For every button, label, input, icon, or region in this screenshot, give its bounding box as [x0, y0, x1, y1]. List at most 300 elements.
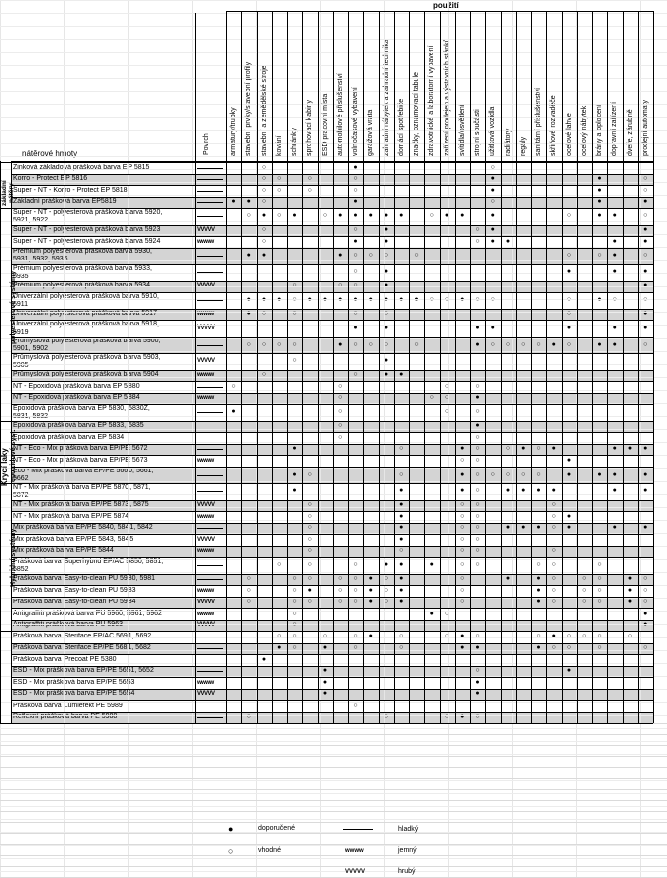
- coating-name: Prémium polyesterová prášková barva 5933, 5935: [13, 264, 152, 280]
- recommended-mark: ●: [536, 598, 541, 606]
- grid-line: [470, 11, 471, 723]
- recommended-mark: ●: [322, 296, 328, 304]
- recommended-mark: ●: [338, 212, 343, 220]
- suitable-mark: ○: [475, 237, 480, 245]
- grid-line: [11, 353, 653, 354]
- grid-line: [302, 11, 303, 723]
- recommended-mark: ●: [566, 456, 572, 464]
- grid-line: [11, 309, 653, 310]
- coating-name: Super - NT - polyesterová prášková barva 5923: [13, 226, 161, 233]
- coating-name: Prášková barva Easy-to-clean PU 5980, 5981: [13, 575, 156, 582]
- suitable-mark: ○: [338, 382, 343, 390]
- recommended-mark: ●: [536, 487, 541, 495]
- suitable-mark: ○: [307, 535, 312, 543]
- suitable-mark: ○: [399, 644, 404, 652]
- coating-name: NT - Eco - Mix prášková barva EP/PE 5673: [13, 456, 148, 464]
- suitable-mark: ○: [566, 296, 572, 304]
- recommended-mark: ●: [383, 268, 389, 276]
- surface-smooth: [197, 202, 223, 203]
- grid-line: [379, 11, 380, 723]
- suitable-mark: ○: [399, 470, 404, 478]
- coating-name: ESD - Mix prášková barva EP/PE 5654: [13, 690, 135, 697]
- suitable-mark: ○: [338, 575, 343, 583]
- surface-smooth: [197, 387, 223, 388]
- suitable-mark: ○: [338, 598, 343, 606]
- suitable-mark: ○: [383, 575, 389, 583]
- suitable-mark: ○: [292, 621, 297, 629]
- grid-line: [11, 161, 12, 723]
- recommended-mark: ●: [551, 340, 556, 348]
- recommended-mark: ●: [475, 690, 480, 698]
- recommended-mark: ●: [277, 644, 282, 652]
- coating-name: Antigraffiti prášková barva PU 5960, 5961, 5962: [13, 609, 162, 617]
- grid-line: [11, 432, 653, 433]
- column-header: značky, oznamovací tabule: [413, 72, 420, 156]
- suitable-mark: ○: [261, 226, 267, 234]
- suitable-mark: ○: [566, 212, 572, 220]
- suitable-mark: ○: [444, 408, 450, 416]
- column-header: kování: [275, 135, 283, 156]
- suitable-mark: ○: [490, 296, 495, 304]
- suitable-mark: ○: [490, 163, 495, 171]
- suitable-mark: ○: [551, 575, 556, 583]
- grid-line: [11, 225, 653, 226]
- suitable-mark: ○: [475, 433, 480, 441]
- suitable-mark: ○: [536, 561, 541, 569]
- suitable-mark: ○: [643, 575, 648, 583]
- grid-line: [0, 866, 667, 867]
- suitable-mark: ○: [643, 340, 648, 348]
- coating-name: NT - Epoxidová prášková barva EP 5880: [13, 382, 140, 390]
- grid-line: [11, 597, 653, 598]
- grid-line: [531, 11, 532, 723]
- suitable-mark: ○: [597, 632, 602, 640]
- suitable-mark: ○: [475, 547, 480, 555]
- suitable-mark: ○: [261, 198, 267, 206]
- grid-line: [0, 793, 667, 794]
- suitable-mark: ○: [383, 310, 389, 318]
- grid-line: [0, 789, 667, 790]
- grid-line: [11, 546, 653, 547]
- suitable-mark: ○: [399, 547, 404, 555]
- grid-line: [11, 393, 653, 394]
- grid-line: [11, 264, 653, 265]
- coating-name: Reflexní prášková barva PE 5988: [13, 713, 118, 720]
- surface-rough: VVVVV: [197, 599, 215, 606]
- suitable-mark: ○: [338, 282, 343, 290]
- recommended-mark: ●: [246, 296, 251, 304]
- suitable-mark: ○: [582, 632, 587, 640]
- grid-line: [607, 11, 608, 723]
- grid-line: [0, 844, 667, 845]
- grid-line: [0, 161, 1, 723]
- recommended-mark: ●: [551, 445, 556, 453]
- suitable-mark: ○: [460, 586, 465, 594]
- suitable-mark: ○: [475, 456, 480, 464]
- recommended-mark: ●: [292, 212, 297, 220]
- legend-rough-symbol: VVVVV: [345, 869, 366, 875]
- suitable-mark: ○: [643, 644, 648, 652]
- coating-name: Univerzální polyesterová prášková barva 5910, 5911: [13, 292, 159, 308]
- suitable-mark: ○: [475, 713, 480, 721]
- recommended-mark: ●: [566, 470, 572, 478]
- grid-line: [0, 728, 667, 729]
- surface-fine: wwww: [197, 457, 214, 464]
- recommended-mark: ●: [566, 667, 572, 675]
- recommended-mark: ●: [597, 198, 602, 206]
- surface-rough: VVVVV: [197, 536, 215, 543]
- suitable-mark: ○: [582, 575, 587, 583]
- suitable-mark: ○: [536, 470, 541, 478]
- suitable-mark: ○: [551, 501, 556, 509]
- surface-smooth: [197, 717, 223, 718]
- grid-line: [333, 11, 334, 723]
- grid-line: [0, 723, 653, 724]
- column-header: automobilové příslušenství: [336, 73, 344, 156]
- recommended-mark: ●: [399, 561, 404, 569]
- suitable-mark: ○: [322, 212, 328, 220]
- recommended-mark: ●: [307, 586, 312, 594]
- suitable-mark: ○: [597, 575, 602, 583]
- column-header: svítidla/osvětlení: [458, 104, 466, 156]
- suitable-mark: ○: [292, 586, 297, 594]
- suitable-mark: ○: [353, 598, 358, 606]
- suitable-mark: ○: [338, 408, 343, 416]
- coating-name: Mix prášková barva EP/PE 5840, 5841, 5842: [13, 524, 153, 531]
- surface-rough: VVVVV: [197, 283, 215, 290]
- suitable-mark: ○: [414, 251, 419, 259]
- recommended-mark: ●: [368, 586, 373, 594]
- suitable-mark: ○: [490, 470, 495, 478]
- suitable-mark: ○: [536, 632, 541, 640]
- recommended-mark: ●: [353, 163, 358, 171]
- grid-line: [11, 654, 653, 655]
- suitable-mark: ○: [612, 296, 617, 304]
- suitable-mark: ○: [429, 394, 434, 402]
- suitable-mark: ○: [231, 382, 236, 390]
- suitable-mark: ○: [475, 445, 480, 453]
- recommended-mark: ●: [383, 357, 389, 365]
- coating-name: Antigraffiti prášková barva PU 5963: [13, 621, 123, 628]
- grid-line: [0, 822, 667, 823]
- suitable-mark: ○: [383, 713, 389, 721]
- suitable-mark: ○: [292, 357, 297, 365]
- suitable-mark: ○: [444, 382, 450, 390]
- grid-line: [0, 811, 667, 812]
- grid-line: [0, 0, 667, 1]
- suitable-mark: ○: [505, 470, 511, 478]
- column-header: brány a oplocení: [596, 104, 603, 156]
- column-header: schránky: [291, 127, 298, 156]
- recommended-mark: ●: [505, 575, 511, 583]
- suitable-mark: ○: [643, 586, 648, 594]
- grid-line: [11, 585, 653, 586]
- recommended-mark: ●: [475, 422, 480, 430]
- surface-smooth: [197, 671, 223, 672]
- column-header: dopravní zařízení: [611, 101, 619, 156]
- column-header: skříňové rozvaděče: [550, 95, 558, 156]
- grid-line: [0, 855, 667, 856]
- recommended-mark: ●: [612, 524, 617, 532]
- coating-name: Eco - Mix prášková barva EP/PE 5660, 5661, 5662: [13, 467, 154, 482]
- suitable-mark: ○: [475, 501, 480, 509]
- suitable-mark: ○: [353, 251, 358, 259]
- grid-line: [0, 756, 667, 757]
- suitable-mark: ○: [597, 644, 602, 652]
- recommended-mark: ●: [475, 394, 480, 402]
- recommended-mark: ●: [521, 524, 526, 532]
- suitable-mark: ○: [521, 470, 526, 478]
- coating-name: NT - Mix prášková barva EP/PE 5874: [13, 512, 130, 520]
- suitable-mark: ○: [643, 251, 648, 259]
- recommended-mark: ●: [414, 296, 419, 304]
- coating-name: Korro - Protect EP 5816: [13, 175, 88, 182]
- group-label: epoxidové syst.: [10, 429, 17, 482]
- suitable-mark: ○: [551, 561, 556, 569]
- recommended-mark: ●: [460, 470, 465, 478]
- suitable-mark: ○: [582, 586, 587, 594]
- recommended-mark: ●: [368, 632, 373, 640]
- suitable-mark: ○: [444, 394, 450, 402]
- suitable-mark: ○: [475, 667, 480, 675]
- coating-name: NT - Eco - Mix prášková barva EP/PE 5672: [13, 445, 148, 452]
- recommended-mark: ●: [368, 598, 373, 606]
- suitable-mark: ○: [353, 340, 358, 348]
- suitable-mark: ○: [643, 186, 648, 194]
- recommended-mark: ●: [383, 371, 389, 379]
- suitable-mark: ○: [643, 296, 648, 304]
- recommended-mark: ●: [643, 324, 648, 332]
- surface-smooth: [197, 449, 223, 450]
- suitable-mark: ○: [353, 268, 358, 276]
- coating-name: ESD - Mix prášková barva EP/PE 5651, 5652: [13, 667, 154, 674]
- suitable-mark: ○: [353, 561, 358, 569]
- grid-line: [11, 574, 653, 575]
- recommended-mark: ●: [383, 237, 389, 245]
- suitable-mark: ○: [444, 713, 450, 721]
- suitable-mark: ○: [460, 535, 465, 543]
- suitable-mark: ○: [307, 175, 312, 183]
- coating-name: Univerzální polyesterová prášková barva 5918, 5919: [13, 320, 159, 336]
- suitable-mark: ○: [475, 487, 480, 495]
- group-label: polyesterové systémy: [10, 271, 17, 345]
- recommended-mark: ●: [322, 678, 328, 686]
- recommended-mark: ●: [490, 186, 495, 194]
- recommended-mark: ●: [643, 621, 648, 629]
- recommended-mark: ●: [277, 296, 282, 304]
- suitable-mark: ○: [597, 251, 602, 259]
- legend-recommended-symbol: ●: [228, 824, 234, 834]
- recommended-mark: ●: [460, 632, 465, 640]
- recommended-mark: ●: [612, 340, 617, 348]
- recommended-mark: ●: [643, 487, 648, 495]
- legend-fine-symbol: wwww: [345, 848, 364, 854]
- legend-smooth: hladký: [398, 826, 419, 833]
- legend-smooth-symbol: [343, 829, 373, 830]
- surface-fine: wwww: [197, 513, 214, 520]
- recommended-mark: ●: [460, 296, 465, 304]
- suitable-mark: ○: [307, 524, 312, 532]
- recommended-mark: ●: [643, 524, 648, 532]
- surface-fine: wwww: [197, 372, 214, 379]
- recommended-mark: ●: [475, 678, 480, 686]
- recommended-mark: ●: [338, 251, 343, 259]
- recommended-mark: ●: [353, 212, 358, 220]
- recommended-mark: ●: [643, 226, 648, 234]
- recommended-mark: ●: [627, 598, 633, 606]
- grid-line: [348, 11, 349, 723]
- grid-line: [653, 11, 654, 723]
- recommended-mark: ●: [246, 310, 251, 318]
- suitable-mark: ○: [246, 598, 251, 606]
- recommended-mark: ●: [322, 667, 328, 675]
- recommended-mark: ●: [490, 226, 495, 234]
- grid-line: [11, 292, 653, 293]
- suitable-mark: ○: [292, 282, 297, 290]
- suitable-mark: ○: [627, 632, 633, 640]
- suitable-mark: ○: [261, 310, 267, 318]
- suitable-mark: ○: [475, 470, 480, 478]
- suitable-mark: ○: [566, 310, 572, 318]
- suitable-mark: ○: [353, 701, 358, 709]
- surface-rough: VVVVV: [197, 622, 215, 629]
- recommended-mark: ●: [383, 296, 389, 304]
- recommended-mark: ●: [399, 371, 404, 379]
- grid-line: [11, 444, 653, 445]
- suitable-mark: ○: [460, 524, 465, 532]
- column-header: ocelový nábytek: [580, 105, 588, 156]
- coating-name: Epoxidová prášková barva EP 5834: [13, 433, 125, 441]
- grid-line: [11, 248, 653, 249]
- suitable-mark: ○: [368, 251, 373, 259]
- grid-line: [0, 741, 667, 742]
- recommended-mark: ●: [521, 445, 526, 453]
- column-header: radiátory: [504, 128, 512, 156]
- recommended-mark: ●: [383, 324, 389, 332]
- grid-line: [11, 174, 653, 175]
- suitable-mark: ○: [475, 408, 480, 416]
- surface-rough: VVVVV: [197, 358, 215, 365]
- recommended-mark: ●: [383, 561, 389, 569]
- grid-line: [0, 833, 667, 834]
- recommended-mark: ●: [353, 296, 358, 304]
- recommended-mark: ●: [429, 561, 434, 569]
- surface-smooth: [197, 191, 223, 192]
- surface-fine: wwww: [197, 587, 214, 594]
- suitable-mark: ○: [399, 632, 404, 640]
- recommended-mark: ●: [261, 655, 267, 663]
- grid-line: [11, 281, 653, 282]
- suitable-mark: ○: [292, 575, 297, 583]
- suitable-mark: ○: [338, 394, 343, 402]
- suitable-mark: ○: [353, 575, 358, 583]
- surface-header: Povrch: [203, 133, 210, 155]
- grid-line: [577, 11, 578, 723]
- surface-fine: wwww: [197, 679, 214, 686]
- column-header: dveře, zárubně: [626, 109, 634, 156]
- grid-line: [0, 208, 653, 209]
- recommended-mark: ●: [597, 340, 602, 348]
- recommended-mark: ●: [612, 445, 617, 453]
- recommended-mark: ●: [368, 212, 373, 220]
- surface-smooth: [197, 256, 223, 257]
- recommended-mark: ●: [399, 501, 404, 509]
- column-header: armatury/trubky: [230, 107, 237, 156]
- suitable-mark: ○: [353, 586, 358, 594]
- recommended-mark: ●: [231, 408, 236, 416]
- coating-name: Prášková barva Easy-to-clean PU 5984: [13, 598, 136, 605]
- suitable-mark: ○: [292, 598, 297, 606]
- suitable-mark: ○: [292, 609, 297, 617]
- grid-line: [11, 455, 653, 456]
- column-header: prodejní automaty: [641, 99, 649, 156]
- coating-name: Super - NT - Korro - Protect EP 5818: [13, 186, 128, 194]
- suitable-mark: ○: [643, 175, 648, 183]
- legend-recommended: doporučené: [258, 825, 295, 832]
- suitable-mark: ○: [505, 445, 511, 453]
- recommended-mark: ●: [536, 586, 541, 594]
- suitable-mark: ○: [353, 175, 358, 183]
- suitable-mark: ○: [246, 713, 251, 721]
- surface-rough: VVVVV: [197, 227, 215, 234]
- grid-line: [11, 689, 653, 690]
- grid-line: [0, 806, 667, 807]
- grid-line: [11, 320, 653, 321]
- recommended-mark: ●: [383, 212, 389, 220]
- coating-name: Mix prášková barva EP/PE 5844: [13, 547, 114, 554]
- surface-rough: VVVVV: [197, 502, 215, 509]
- suitable-mark: ○: [383, 251, 389, 259]
- suitable-mark: ○: [261, 340, 267, 348]
- recommended-mark: ●: [490, 237, 495, 245]
- recommended-mark: ●: [475, 340, 480, 348]
- recommended-mark: ●: [460, 713, 465, 721]
- grid-line: [394, 11, 395, 723]
- column-header: sanitární příslušenství: [535, 87, 542, 156]
- suitable-mark: ○: [490, 340, 495, 348]
- recommended-mark: ●: [612, 324, 617, 332]
- column-header: ocelové lahve: [565, 113, 573, 156]
- recommended-mark: ●: [536, 524, 541, 532]
- surface-smooth: [197, 579, 223, 580]
- grid-line: [0, 778, 667, 779]
- suitable-mark: ○: [429, 296, 434, 304]
- grid-line: [241, 11, 242, 723]
- suitable-mark: ○: [475, 296, 480, 304]
- suitable-mark: ○: [292, 296, 297, 304]
- recommended-mark: ●: [261, 296, 267, 304]
- column-header: stavební prvky/stavební profily: [245, 61, 253, 156]
- coating-name: Prášková barva Easy-to-clean PU 5983: [13, 586, 136, 594]
- recommended-mark: ●: [475, 644, 480, 652]
- suitable-mark: ○: [536, 445, 541, 453]
- suitable-mark: ○: [551, 586, 556, 594]
- recommended-mark: ●: [292, 445, 297, 453]
- coating-name: Prášková barva Superhybrid EP/AC 5850, 5851, 5852: [13, 557, 164, 573]
- recommended-mark: ●: [505, 487, 511, 495]
- recommended-mark: ●: [261, 251, 267, 259]
- coating-name: ESD - Mix prášková barva EP/PE 5653: [13, 678, 135, 686]
- recommended-mark: ●: [460, 212, 465, 220]
- grid-line: [11, 337, 653, 338]
- column-header: volnočasové vybavení: [352, 87, 359, 156]
- suitable-mark: ○: [566, 632, 572, 640]
- suitable-mark: ○: [582, 598, 587, 606]
- grid-line: [623, 11, 624, 723]
- coating-name: NT - Epoxidová prášková barva EP 5884: [13, 394, 140, 401]
- recommended-mark: ●: [521, 487, 526, 495]
- grid-line: [363, 11, 364, 723]
